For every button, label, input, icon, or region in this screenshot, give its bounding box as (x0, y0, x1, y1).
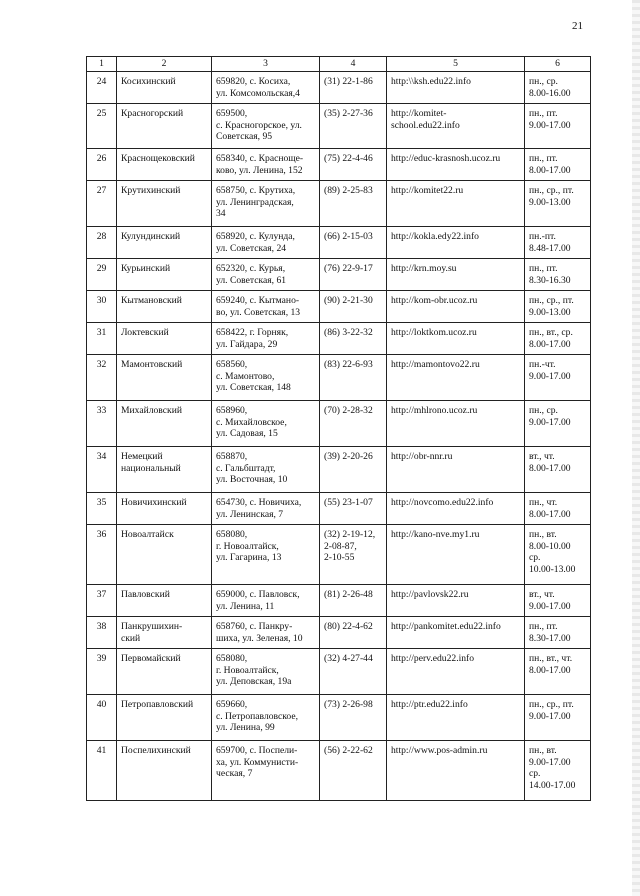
row-number: 33 (87, 401, 117, 447)
postal-address-line: ул. Ленина, 11 (216, 600, 275, 612)
table-row (87, 447, 591, 493)
phone-number (320, 585, 387, 617)
district-name-line: Кытмановский (121, 295, 182, 306)
scan-edge (632, 0, 640, 896)
column-header: 3 (212, 57, 320, 72)
district-name-line: Новоалтайск (121, 529, 174, 540)
postal-address (212, 525, 320, 585)
office-hours (525, 259, 591, 291)
website-address-line: http://kokla.edy22.info (391, 231, 479, 242)
phone-number-line: (70) 2-28-32 (324, 405, 373, 416)
postal-address-line: ул. Деповская, 19а (216, 676, 292, 688)
office-hours-line: вт., чт. (529, 589, 555, 600)
postal-address-line: с. Гальбштадт, (216, 462, 276, 474)
phone-number-line: (31) 22-1-86 (324, 76, 373, 87)
district-name-line: Крутихинский (121, 185, 181, 196)
table-row (87, 493, 591, 525)
table-row (87, 741, 591, 801)
phone-number (320, 227, 387, 259)
page-number: 21 (572, 20, 583, 32)
postal-address-line: 659240, с. Кытмано- (216, 295, 300, 306)
website-address-line: http://pavlovsk22.ru (391, 589, 469, 600)
phone-number-line: (39) 2-20-26 (324, 451, 373, 462)
website-address (387, 585, 525, 617)
phone-number (320, 741, 387, 801)
phone-number (320, 259, 387, 291)
website-address-line: http://kano-nve.my1.ru (391, 529, 480, 540)
postal-address-line: ково, ул. Ленина, 152 (216, 164, 303, 176)
district-name (117, 585, 212, 617)
district-name-line: Мамонтовский (121, 359, 183, 370)
office-hours (525, 355, 591, 401)
website-address-line: http://educ-krasnosh.ucoz.ru (391, 153, 501, 164)
district-name-line: Косихинский (121, 76, 176, 87)
row-number: 30 (87, 291, 117, 323)
website-address (387, 181, 525, 227)
phone-number-line: 2-10-55 (324, 552, 355, 564)
office-hours-line: пн., ср. (529, 405, 558, 416)
phone-number (320, 525, 387, 585)
postal-address-line: ул. Ленинская, 7 (216, 508, 284, 520)
district-name (117, 291, 212, 323)
office-hours (525, 323, 591, 355)
website-address (387, 649, 525, 695)
row-number: 39 (87, 649, 117, 695)
table-row (87, 355, 591, 401)
table-row (87, 259, 591, 291)
postal-address-line: 659700, с. Поспели- (216, 745, 298, 756)
postal-address-line: с. Красногорское, ул. (216, 119, 302, 131)
website-address (387, 401, 525, 447)
row-number: 35 (87, 493, 117, 525)
office-hours-line: 9.00-17.00 (529, 710, 571, 722)
postal-address-line: 654730, с. Новичиха, (216, 497, 302, 508)
office-hours (525, 695, 591, 741)
district-name (117, 104, 212, 149)
phone-number-line: (35) 2-27-36 (324, 108, 373, 119)
district-name-line: Немецкий (121, 451, 163, 462)
office-hours-line: пн., пт. (529, 263, 558, 274)
postal-address (212, 149, 320, 181)
postal-address-line: 659660, (216, 699, 248, 710)
office-hours-line: ср. (529, 552, 541, 564)
row-number: 41 (87, 741, 117, 801)
postal-address-line: 34 (216, 208, 226, 220)
postal-address-line: ческая, 7 (216, 768, 253, 780)
phone-number (320, 617, 387, 649)
postal-address-line: ха, ул. Коммунисти- (216, 756, 299, 768)
column-header: 6 (525, 57, 591, 72)
phone-number (320, 355, 387, 401)
office-hours (525, 181, 591, 227)
postal-address (212, 181, 320, 227)
column-header: 2 (117, 57, 212, 72)
office-hours (525, 525, 591, 585)
office-hours (525, 401, 591, 447)
district-name (117, 401, 212, 447)
office-hours (525, 149, 591, 181)
table-row (87, 525, 591, 585)
office-hours-line: 9.00-17.00 (529, 119, 571, 131)
postal-address-line: г. Новоалтайск, (216, 664, 279, 676)
postal-address (212, 585, 320, 617)
postal-address-line: ул. Ленинградская, (216, 196, 294, 208)
postal-address (212, 323, 320, 355)
postal-address (212, 72, 320, 104)
postal-address-line: 658750, с. Крутиха, (216, 185, 296, 196)
office-hours-line: ср. (529, 768, 541, 780)
column-header: 1 (87, 57, 117, 72)
office-hours-line: 8.48-17.00 (529, 242, 571, 254)
office-hours-line: пн., пт. (529, 621, 558, 632)
postal-address (212, 401, 320, 447)
office-hours-line: пн., ср., пт. (529, 185, 574, 196)
office-hours-line: 9.00-17.00 (529, 600, 571, 612)
phone-number-line: (73) 2-26-98 (324, 699, 373, 710)
office-hours (525, 104, 591, 149)
office-hours (525, 447, 591, 493)
postal-address-line: во, ул. Советская, 13 (216, 306, 301, 318)
office-hours-line: 9.00-17.00 (529, 370, 571, 382)
postal-address (212, 617, 320, 649)
phone-number (320, 291, 387, 323)
postal-address-line: ул. Советская, 61 (216, 274, 287, 286)
postal-address-line: 659500, (216, 108, 248, 119)
office-hours (525, 617, 591, 649)
postal-address-line: 658560, (216, 359, 248, 370)
website-address (387, 149, 525, 181)
row-number: 28 (87, 227, 117, 259)
district-name-line: Красногорский (121, 108, 184, 119)
postal-address (212, 695, 320, 741)
district-name (117, 617, 212, 649)
office-hours-line: 8.00-17.00 (529, 338, 571, 350)
phone-number (320, 649, 387, 695)
office-hours-line: пн.-пт. (529, 231, 556, 242)
website-address-line: http://komitet- (391, 108, 447, 119)
office-hours (525, 649, 591, 695)
postal-address-line: ул. Советская, 24 (216, 242, 287, 254)
phone-number-line: 2-08-87, (324, 540, 357, 552)
table-row (87, 227, 591, 259)
office-hours (525, 72, 591, 104)
postal-address (212, 741, 320, 801)
website-address-line: http://ptr.edu22.info (391, 699, 468, 710)
row-number: 34 (87, 447, 117, 493)
website-address (387, 525, 525, 585)
district-name-line: Михайловский (121, 405, 182, 416)
district-name-line: национальный (121, 462, 181, 474)
postal-address-line: 658920, с. Кулунда, (216, 231, 295, 242)
phone-number (320, 493, 387, 525)
website-address-line: http://novcomo.edu22.info (391, 497, 494, 508)
table-row (87, 617, 591, 649)
office-hours-line: 14.00-17.00 (529, 779, 576, 791)
website-address-line: http://komitet22.ru (391, 185, 464, 196)
postal-address-line: с. Михайловское, (216, 416, 287, 428)
website-address-line: http:\\ksh.edu22.info (391, 76, 471, 87)
postal-address-line: ул. Садовая, 15 (216, 428, 278, 440)
phone-number (320, 447, 387, 493)
district-name-line: Локтевский (121, 327, 169, 338)
phone-number-line: (66) 2-15-03 (324, 231, 373, 242)
table-row (87, 181, 591, 227)
postal-address (212, 447, 320, 493)
website-address (387, 291, 525, 323)
postal-address-line: ул. Восточная, 10 (216, 474, 288, 486)
phone-number-line: (83) 22-6-93 (324, 359, 373, 370)
phone-number (320, 104, 387, 149)
district-name-line: Поспелихинский (121, 745, 191, 756)
postal-address (212, 493, 320, 525)
website-address (387, 104, 525, 149)
phone-number (320, 401, 387, 447)
district-name (117, 323, 212, 355)
district-name (117, 525, 212, 585)
postal-address-line: шиха, ул. Зеленая, 10 (216, 632, 303, 644)
phone-number-line: (75) 22-4-46 (324, 153, 373, 164)
district-name (117, 355, 212, 401)
postal-address-line: 658340, с. Красноще- (216, 153, 304, 164)
postal-address-line: ул. Гайдара, 29 (216, 338, 278, 350)
office-hours (525, 493, 591, 525)
postal-address-line: 659000, с. Павловск, (216, 589, 300, 600)
row-number: 25 (87, 104, 117, 149)
office-hours-line: пн., чт. (529, 497, 558, 508)
website-address (387, 259, 525, 291)
office-hours-line: пн., ср., пт. (529, 295, 574, 306)
website-address-line: http://perv.edu22.info (391, 653, 475, 664)
table-row (87, 323, 591, 355)
postal-address-line: 658960, (216, 405, 248, 416)
postal-address-line: ул. Гагарина, 13 (216, 552, 282, 564)
office-hours-line: 8.00-17.00 (529, 508, 571, 520)
office-hours-line: пн., пт. (529, 153, 558, 164)
office-hours-line: 9.00-17.00 (529, 416, 571, 428)
website-address-line: http://kom-obr.ucoz.ru (391, 295, 478, 306)
website-address-line: http://krn.moy.su (391, 263, 457, 274)
website-address (387, 695, 525, 741)
districts-table (86, 56, 591, 801)
website-address-line: http://mhlrono.ucoz.ru (391, 405, 478, 416)
row-number: 36 (87, 525, 117, 585)
office-hours-line: пн., вт. (529, 529, 557, 540)
website-address-line: school.edu22.info (391, 119, 460, 131)
district-name-line: Новичихинский (121, 497, 187, 508)
row-number: 29 (87, 259, 117, 291)
office-hours-line: 8.30-17.00 (529, 632, 571, 644)
postal-address-line: 658080, (216, 653, 248, 664)
website-address-line: http://mamontovo22.ru (391, 359, 480, 370)
phone-number-line: (90) 2-21-30 (324, 295, 373, 306)
phone-number-line: (80) 22-4-62 (324, 621, 373, 632)
office-hours-line: пн., ср. (529, 76, 558, 87)
district-name (117, 447, 212, 493)
row-number: 24 (87, 72, 117, 104)
phone-number-line: (86) 3-22-32 (324, 327, 373, 338)
postal-address-line: 658080, (216, 529, 248, 540)
table-row (87, 585, 591, 617)
row-number: 31 (87, 323, 117, 355)
row-number: 26 (87, 149, 117, 181)
office-hours-line: 8.00-10.00 (529, 540, 571, 552)
district-name (117, 649, 212, 695)
phone-number-line: (55) 23-1-07 (324, 497, 373, 508)
website-address (387, 617, 525, 649)
office-hours-line: пн., вт., ср. (529, 327, 573, 338)
table-row (87, 695, 591, 741)
phone-number (320, 72, 387, 104)
district-name-line: Курьинский (121, 263, 171, 274)
website-address-line: http://obr-nnr.ru (391, 451, 453, 462)
table-row (87, 149, 591, 181)
office-hours-line: 9.00-17.00 (529, 756, 571, 768)
postal-address (212, 355, 320, 401)
phone-number (320, 149, 387, 181)
website-address (387, 355, 525, 401)
phone-number-line: (76) 22-9-17 (324, 263, 373, 274)
postal-address-line: ул. Комсомольская,4 (216, 87, 300, 99)
district-name (117, 149, 212, 181)
office-hours-line: 8.30-16.30 (529, 274, 571, 286)
table-row (87, 401, 591, 447)
district-name (117, 181, 212, 227)
table-row (87, 104, 591, 149)
row-number: 27 (87, 181, 117, 227)
district-name (117, 695, 212, 741)
website-address (387, 72, 525, 104)
district-name-line: ский (121, 632, 141, 644)
office-hours-line: пн., ср., пт. (529, 699, 574, 710)
postal-address-line: с. Петропавловское, (216, 710, 299, 722)
district-name (117, 72, 212, 104)
postal-address-line: 658870, (216, 451, 248, 462)
office-hours-line: пн., пт. (529, 108, 558, 119)
table-row (87, 649, 591, 695)
website-address-line: http://www.pos-admin.ru (391, 745, 488, 756)
postal-address (212, 259, 320, 291)
office-hours-line: вт., чт. (529, 451, 555, 462)
district-name-line: Краснощековский (121, 153, 195, 164)
postal-address-line: 652320, с. Курья, (216, 263, 286, 274)
district-name (117, 259, 212, 291)
postal-address-line: 658760, с. Панкру- (216, 621, 293, 632)
postal-address-line: 659820, с. Косиха, (216, 76, 291, 87)
postal-address-line: Советская, 95 (216, 131, 273, 143)
district-name (117, 227, 212, 259)
column-header: 5 (387, 57, 525, 72)
office-hours-line: 8.00-17.00 (529, 462, 571, 474)
website-address (387, 227, 525, 259)
district-name-line: Кулундинский (121, 231, 181, 242)
postal-address (212, 649, 320, 695)
office-hours-line: пн.-чт. (529, 359, 556, 370)
office-hours-line: 8.00-16.00 (529, 87, 571, 99)
website-address (387, 447, 525, 493)
postal-address-line: ул. Ленина, 99 (216, 722, 275, 734)
office-hours (525, 291, 591, 323)
phone-number (320, 323, 387, 355)
district-name-line: Первомайский (121, 653, 181, 664)
office-hours (525, 585, 591, 617)
office-hours (525, 227, 591, 259)
district-name-line: Панкрушихин- (121, 621, 183, 632)
office-hours-line: пн., вт. (529, 745, 557, 756)
office-hours-line: пн., вт., чт. (529, 653, 573, 664)
phone-number-line: (32) 4-27-44 (324, 653, 373, 664)
website-address (387, 323, 525, 355)
office-hours-line: 8.00-17.00 (529, 664, 571, 676)
row-number: 38 (87, 617, 117, 649)
district-name (117, 493, 212, 525)
phone-number-line: (32) 2-19-12, (324, 529, 376, 540)
column-header: 4 (320, 57, 387, 72)
row-number: 32 (87, 355, 117, 401)
postal-address-line: ул. Советская, 148 (216, 382, 291, 394)
postal-address (212, 104, 320, 149)
website-address (387, 493, 525, 525)
postal-address (212, 227, 320, 259)
district-name (117, 741, 212, 801)
phone-number-line: (89) 2-25-83 (324, 185, 373, 196)
postal-address-line: г. Новоалтайск, (216, 540, 279, 552)
website-address (387, 741, 525, 801)
row-number: 37 (87, 585, 117, 617)
phone-number (320, 695, 387, 741)
phone-number-line: (56) 2-22-62 (324, 745, 373, 756)
table-row (87, 291, 591, 323)
office-hours-line: 10.00-13.00 (529, 563, 576, 575)
postal-address-line: с. Мамонтово, (216, 370, 275, 382)
table-row (87, 72, 591, 104)
website-address-line: http://pankomitet.edu22.info (391, 621, 501, 632)
office-hours (525, 741, 591, 801)
postal-address (212, 291, 320, 323)
district-name-line: Петропавловский (121, 699, 194, 710)
website-address-line: http://loktkom.ucoz.ru (391, 327, 477, 338)
office-hours-line: 9.00-13.00 (529, 306, 571, 318)
phone-number (320, 181, 387, 227)
district-name-line: Павловский (121, 589, 170, 600)
postal-address-line: 658422, г. Горняк, (216, 327, 289, 338)
office-hours-line: 8.00-17.00 (529, 164, 571, 176)
row-number: 40 (87, 695, 117, 741)
phone-number-line: (81) 2-26-48 (324, 589, 373, 600)
office-hours-line: 9.00-13.00 (529, 196, 571, 208)
table-header-row (87, 57, 591, 72)
